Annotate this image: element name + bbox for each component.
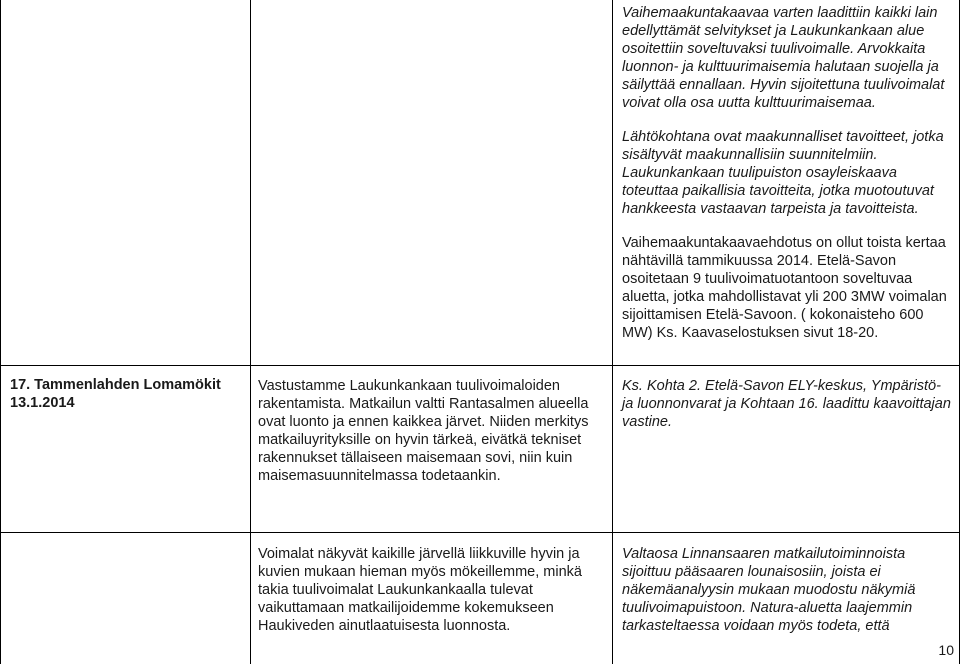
row-divider-next (0, 532, 960, 533)
row17-comment: Vastustamme Laukunkankaan tuulivoimaloiden rakentamista. Matkailun valtti Rantasalmen alueella ovat luonto ja ennen kaikkea järvet. Niiden merkitys matkailuyrityksille on hyvin tärkeä, eivätkä tekniset rakennukset tällaiseen maisemaan sovi, niin kuin maisemasuunnitelmassa todetaankin. (258, 378, 589, 484)
page-number: 10 (938, 642, 954, 658)
row17-response: Ks. Kohta 2. Etelä-Savon ELY-keskus, Ympäristö- ja luonnonvarat ja Kohtaan 16. laadittu kaavoittajan vastine. (622, 378, 951, 430)
table-border-left (0, 0, 1, 664)
top-right-cell (622, 4, 952, 342)
table-divider-col2 (612, 0, 613, 664)
next-row-comment: Voimalat näkyvät kaikille järvellä liikkuville hyvin ja kuvien mukaan hieman myös mökeillemme, minkä takia tuulivoimalat Laukunkankaalla tulevat vaikuttamaan matkailijoidemme kokemukseen Haukiveden ainutlaatuisesta luonnosta. (258, 546, 582, 634)
row-divider-17 (0, 365, 960, 366)
top-right-block-1: Vaihemaakuntakaavaa varten laadittiin kaikki lain edellyttämät selvitykset ja Laukunkankaan alue osoitettiin soveltuvaksi tuulivoimalle. Arvokkaita luonnon- ja kulttuurimaisemia halutaan suojella ja säilyttää ennallaan. Hyvin sijoitettuna tuulivoimalat voivat olla osa uutta kulttuurimaisemaa. (622, 5, 945, 111)
row17-title: 17. Tammenlahden Lomamökit 13.1.2014 (10, 377, 221, 411)
top-right-block-2: Lähtökohtana ovat maakunnalliset tavoitteet, jotka sisältyvät maakunnallisiin suunnitelmiin. Laukunkankaan tuulipuiston osayleiskaava toteuttaa paikallisia tavoitteita, jotka muotoutuvat hankkeesta vastaavan tarpeista ja tavoitteista. (622, 129, 944, 217)
table-divider-col1 (250, 0, 251, 664)
top-right-block-3: Vaihemaakuntakaavaehdotus on ollut toista kertaa nähtävillä tammikuussa 2014. Etelä-Savon osoitetaan 9 tuulivoimatuotantoon soveltuvaa aluetta, jotka mahdollistavat yli 200 3MW voimalan sijoittamisen Etelä-Savoon. ( kokonaisteho 600 MW) Ks. Kaavaselostuksen sivut 18-20. (622, 235, 947, 341)
next-row-response: Valtaosa Linnansaaren matkailutoiminnoista sijoittuu pääsaaren lounaisosiin, joista ei näkemäanalyysin mukaan muodostu näkymiä tuulivoimapuistoon. Natura-aluetta laajemmin tarkasteltaessa voidaan myös todeta, että (622, 546, 916, 634)
